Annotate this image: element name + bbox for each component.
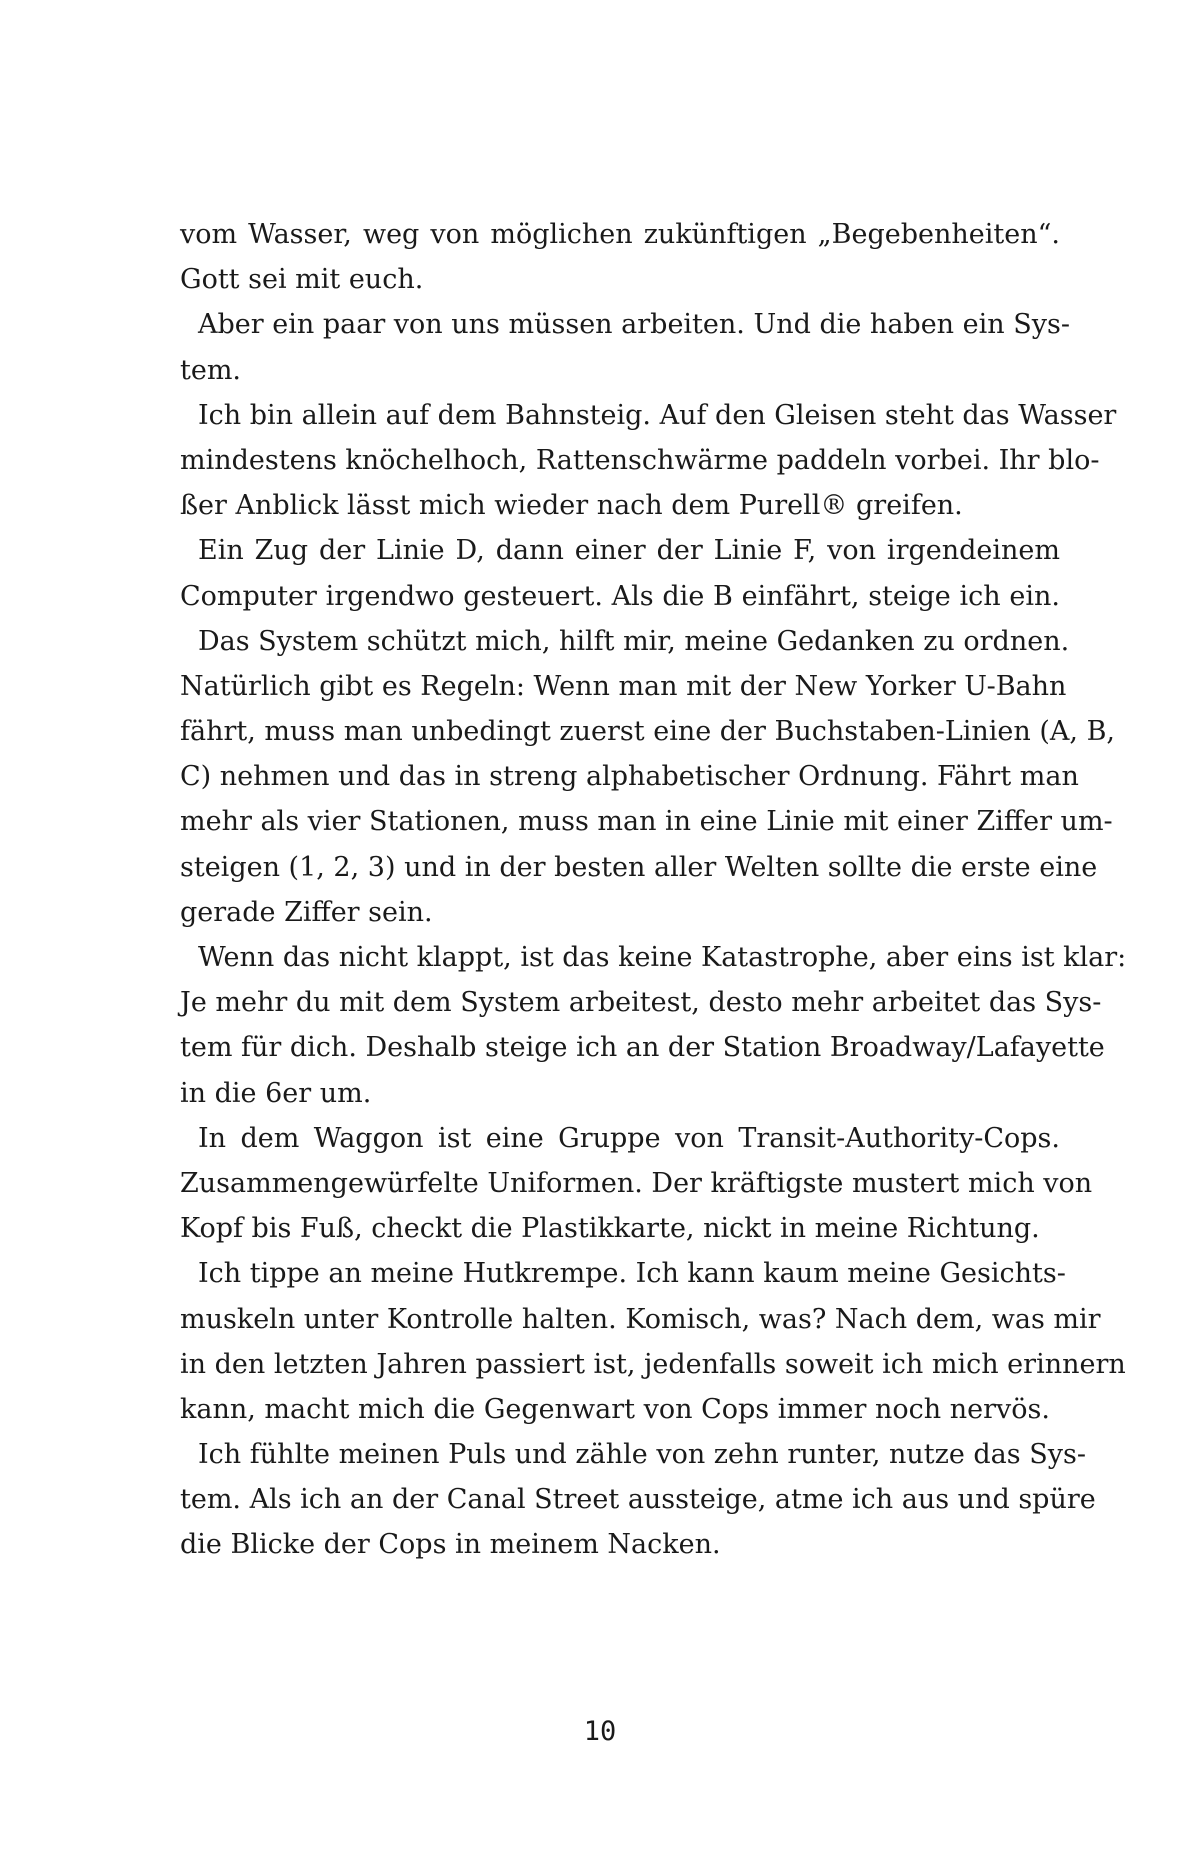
- text-line: Je mehr du mit dem System arbeitest, desto mehr arbeitet das Sys-: [180, 987, 1102, 1019]
- text-line: Kopf bis Fuß, checkt die Plastikkarte, nickt in meine Richtung.: [180, 1213, 1040, 1245]
- text-line: tem für dich. Deshalb steige ich an der Station Broadway/Lafayette: [180, 1032, 1105, 1064]
- text-line: Natürlich gibt es Regeln: Wenn man mit der New Yorker U-Bahn: [180, 670, 1067, 702]
- text-line: tem. Als ich an der Canal Street aussteige, atme ich aus und spüre: [180, 1484, 1096, 1516]
- text-line: mehr als vier Stationen, muss man in eine Linie mit einer Ziffer um-: [180, 806, 1113, 838]
- text-line: Ein Zug der Linie D, dann einer der Linie F, von irgendeinem: [198, 535, 1060, 567]
- text-line: die Blicke der Cops in meinem Nacken.: [180, 1529, 721, 1561]
- text-line: fährt, muss man unbedingt zuerst eine der Buchstaben-Linien (A, B,: [180, 716, 1116, 748]
- text-line: mindestens knöchelhoch, Rattenschwärme paddeln vorbei. Ihr blo-: [180, 444, 1100, 476]
- text-line: C) nehmen und das in streng alphabetischer Ordnung. Fährt man: [180, 761, 1079, 793]
- body-text: [180, 212, 1127, 1568]
- text-line: steigen (1, 2, 3) und in der besten aller Welten sollte die erste eine: [180, 851, 1098, 883]
- text-line: Gott sei mit euch.: [180, 264, 424, 296]
- text-line: muskeln unter Kontrolle halten. Komisch, was? Nach dem, was mir: [180, 1303, 1101, 1335]
- text-line: tem.: [180, 354, 242, 386]
- text-line: in den letzten Jahren passiert ist, jedenfalls soweit ich mich erinnern: [180, 1348, 1126, 1380]
- page-number: 10: [583, 1716, 617, 1747]
- text-line: in die 6er um.: [180, 1077, 372, 1109]
- text-line: Zusammengewürfelte Uniformen. Der kräftigste mustert mich von: [180, 1167, 1093, 1199]
- text-line: gerade Ziffer sein.: [180, 896, 433, 928]
- text-line: kann, macht mich die Gegenwart von Cops immer noch nervös.: [180, 1393, 1050, 1425]
- text-line: ßer Anblick lässt mich wieder nach dem Purell® greifen.: [180, 490, 963, 522]
- text-line: Computer irgendwo gesteuert. Als die B einfährt, steige ich ein.: [180, 580, 1060, 612]
- text-line: Das System schützt mich, hilft mir, meine Gedanken zu ordnen.: [198, 625, 1070, 657]
- text-line: Ich fühlte meinen Puls und zähle von zehn runter, nutze das Sys-: [198, 1439, 1086, 1471]
- text-line: Ich bin allein auf dem Bahnsteig. Auf den Gleisen steht das Wasser: [198, 399, 1117, 431]
- text-line: Ich tippe an meine Hutkrempe. Ich kann kaum meine Gesichts-: [198, 1258, 1066, 1290]
- text-line: Aber ein paar von uns müssen arbeiten. Und die haben ein Sys-: [198, 309, 1070, 341]
- text-line: In dem Waggon ist eine Gruppe von Transit-Authority-Cops.: [198, 1122, 1060, 1154]
- text-line: vom Wasser, weg von möglichen zukünftigen „Begebenheiten“.: [180, 219, 1060, 250]
- text-line: Wenn das nicht klappt, ist das keine Katastrophe, aber eins ist klar:: [198, 942, 1127, 973]
